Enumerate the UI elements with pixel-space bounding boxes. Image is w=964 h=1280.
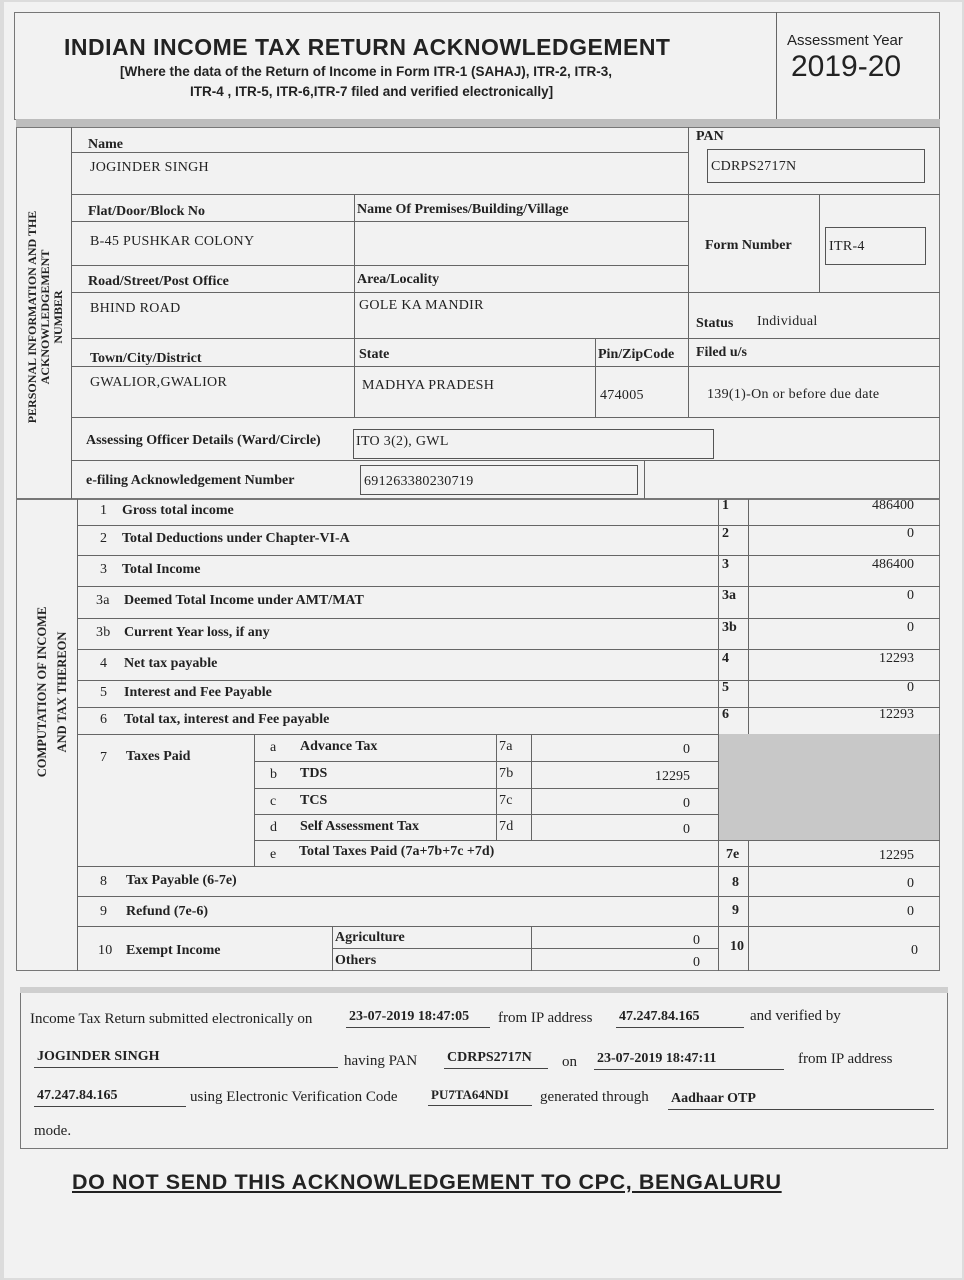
grid-line bbox=[71, 265, 688, 266]
filed-value: 139(1)-On or before due date bbox=[707, 387, 880, 402]
row-code: 1 bbox=[722, 498, 729, 513]
area-label: Area/Locality bbox=[357, 272, 440, 287]
row10-value: 0 bbox=[911, 943, 918, 958]
verified-on-value: 23-07-2019 18:47:11 bbox=[594, 1051, 784, 1070]
pan-value: CDRPS2717N bbox=[711, 159, 797, 174]
verifier-name: JOGINDER SINGH bbox=[34, 1049, 338, 1068]
row-number: 5 bbox=[100, 685, 108, 700]
taxes-paid-number: 7 bbox=[100, 750, 108, 765]
row8-label: Tax Payable (6-7e) bbox=[126, 873, 237, 888]
row-label: Deemed Total Income under AMT/MAT bbox=[124, 593, 364, 608]
row-code: 4 bbox=[722, 651, 729, 666]
verification-text-5: on bbox=[562, 1054, 577, 1070]
town-value: GWALIOR,GWALIOR bbox=[90, 375, 228, 390]
pin-label: Pin/ZipCode bbox=[598, 347, 675, 362]
row-number: 3b bbox=[96, 625, 111, 640]
row-code: 2 bbox=[722, 526, 729, 541]
grid-line bbox=[71, 417, 940, 418]
grid-line bbox=[77, 586, 940, 587]
row8-number: 8 bbox=[100, 874, 108, 889]
pin-value: 474005 bbox=[600, 388, 644, 403]
grid-line bbox=[254, 814, 718, 815]
grid-line bbox=[748, 840, 749, 971]
tax-item-value: 0 bbox=[683, 742, 690, 757]
row8-code: 8 bbox=[732, 875, 739, 890]
grid-line bbox=[644, 460, 645, 499]
tax-item-label: Advance Tax bbox=[300, 739, 378, 754]
total-taxes-value: 12295 bbox=[879, 848, 914, 863]
grid-line bbox=[77, 618, 940, 619]
row9-number: 9 bbox=[100, 904, 108, 919]
row10-number: 10 bbox=[98, 943, 113, 958]
tax-item-label: TCS bbox=[300, 793, 328, 808]
flat-label: Flat/Door/Block No bbox=[88, 204, 206, 219]
footer-notice: DO NOT SEND THIS ACKNOWLEDGEMENT TO CPC, BENGALURU bbox=[72, 1170, 782, 1194]
others-label: Others bbox=[335, 953, 377, 968]
grid-line bbox=[254, 761, 718, 762]
row-code: 6 bbox=[722, 707, 729, 722]
document-title: INDIAN INCOME TAX RETURN ACKNOWLEDGEMENT bbox=[64, 34, 671, 60]
total-taxes-code: 7e bbox=[726, 847, 740, 862]
grid-line bbox=[254, 734, 718, 735]
verifier-pan: CDRPS2717N bbox=[444, 1050, 548, 1069]
grid-line bbox=[77, 896, 940, 897]
row-label: Total Income bbox=[122, 562, 201, 577]
row-number: 2 bbox=[100, 531, 108, 546]
row-label: Gross total income bbox=[122, 503, 234, 518]
row-value: 0 bbox=[907, 680, 914, 695]
grid-line bbox=[254, 788, 718, 789]
verification-text-7: using Electronic Verification Code bbox=[190, 1089, 398, 1105]
tax-item-value: 12295 bbox=[655, 769, 690, 784]
assessment-year-value: 2019-20 bbox=[791, 50, 902, 83]
tax-item-letter: c bbox=[270, 794, 277, 809]
row-number: 6 bbox=[100, 712, 108, 727]
tax-item-letter: a bbox=[270, 740, 277, 755]
grid-line bbox=[254, 734, 255, 866]
row-value: 486400 bbox=[872, 557, 914, 572]
grid-line bbox=[77, 649, 940, 650]
personal-left-divider bbox=[71, 127, 72, 499]
filed-label: Filed u/s bbox=[696, 345, 747, 360]
taxes-paid-label: Taxes Paid bbox=[126, 749, 191, 764]
area-value: GOLE KA MANDIR bbox=[359, 298, 484, 313]
grid-line bbox=[77, 499, 78, 971]
pan-label: PAN bbox=[696, 129, 724, 144]
verification-text-9: mode. bbox=[34, 1123, 72, 1139]
tax-item-label: TDS bbox=[300, 766, 328, 781]
ack-value: 691263380230719 bbox=[364, 474, 474, 489]
verification-text-3: and verified by bbox=[750, 1008, 841, 1024]
row9-label: Refund (7e-6) bbox=[126, 904, 209, 919]
row-value: 12293 bbox=[879, 651, 914, 666]
verification-text-4: having PAN bbox=[344, 1053, 418, 1069]
form-number-value: ITR-4 bbox=[829, 239, 865, 254]
grid-line bbox=[748, 499, 749, 734]
row-label: Total Deductions under Chapter-VI-A bbox=[122, 531, 350, 546]
row-value: 12293 bbox=[879, 707, 914, 722]
tax-item-code: 7a bbox=[499, 739, 513, 754]
verification-top-shade bbox=[20, 987, 948, 993]
row-label: Total tax, interest and Fee payable bbox=[124, 712, 330, 727]
tax-item-value: 0 bbox=[683, 822, 690, 837]
row-code: 3 bbox=[722, 557, 729, 572]
grid-line bbox=[77, 926, 940, 927]
verification-method: Aadhaar OTP bbox=[668, 1091, 934, 1110]
others-value: 0 bbox=[693, 955, 700, 970]
grid-line bbox=[595, 338, 596, 417]
road-value: BHIND ROAD bbox=[90, 301, 181, 316]
state-label: State bbox=[359, 347, 390, 362]
agriculture-value: 0 bbox=[693, 933, 700, 948]
grid-line bbox=[254, 840, 940, 841]
verification-text-8: generated through bbox=[540, 1089, 649, 1105]
ip-address-2: 47.247.84.165 bbox=[34, 1088, 186, 1107]
row-label: Current Year loss, if any bbox=[124, 625, 270, 640]
row-code: 3a bbox=[722, 588, 736, 603]
tax-item-code: 7c bbox=[499, 793, 513, 808]
tax-item-value: 0 bbox=[683, 796, 690, 811]
document-subtitle-line1: [Where the data of the Return of Income in Form ITR-1 (SAHAJ), ITR-2, ITR-3, bbox=[120, 64, 613, 79]
header-divider bbox=[776, 12, 777, 120]
row-code: 3b bbox=[722, 620, 737, 635]
ip-address-1: 47.247.84.165 bbox=[616, 1009, 744, 1028]
agriculture-label: Agriculture bbox=[335, 930, 405, 945]
row-code: 5 bbox=[722, 680, 729, 695]
row-number: 1 bbox=[100, 503, 108, 518]
personal-section-label: PERSONAL INFORMATION AND THE ACKNOWLEDGEMENT NUMBER bbox=[25, 210, 65, 424]
premises-label: Name Of Premises/Building/Village bbox=[357, 202, 569, 217]
row-number: 3a bbox=[96, 593, 110, 608]
tax-item-code: 7d bbox=[499, 819, 514, 834]
verification-text-1: Income Tax Return submitted electronically on bbox=[30, 1011, 313, 1027]
row-value: 0 bbox=[907, 620, 914, 635]
state-value: MADHYA PRADESH bbox=[362, 378, 495, 393]
row9-value: 0 bbox=[907, 904, 914, 919]
ao-label: Assessing Officer Details (Ward/Circle) bbox=[86, 433, 321, 448]
computation-section-label: COMPUTATION OF INCOME AND TAX THEREON bbox=[35, 606, 69, 778]
grid-line bbox=[71, 338, 940, 339]
status-value: Individual bbox=[757, 314, 818, 329]
grid-line bbox=[496, 734, 497, 840]
road-label: Road/Street/Post Office bbox=[88, 274, 229, 289]
grid-line bbox=[71, 221, 688, 222]
row10-code: 10 bbox=[730, 939, 744, 954]
name-label: Name bbox=[88, 137, 123, 152]
grid-line bbox=[71, 292, 940, 293]
document-subtitle-line2: ITR-4 , ITR-5, ITR-6,ITR-7 filed and verified electronically] bbox=[190, 84, 554, 99]
evc-code: PU7TA64NDI bbox=[428, 1087, 532, 1106]
personal-top-shade bbox=[16, 119, 940, 127]
grid-line bbox=[819, 194, 820, 292]
grid-line bbox=[688, 127, 689, 417]
grid-line bbox=[77, 866, 940, 867]
row-number: 4 bbox=[100, 656, 108, 671]
row-number: 3 bbox=[100, 562, 108, 577]
verification-text-2: from IP address bbox=[498, 1010, 593, 1026]
row8-value: 0 bbox=[907, 876, 914, 891]
tax-item-letter: d bbox=[270, 820, 278, 835]
assessment-year-label: Assessment Year bbox=[787, 32, 903, 49]
name-value: JOGINDER SINGH bbox=[90, 160, 209, 175]
acknowledgement-page bbox=[4, 2, 962, 1278]
tax-item-code: 7b bbox=[499, 766, 514, 781]
total-taxes-letter: e bbox=[270, 847, 277, 862]
verification-text-6: from IP address bbox=[798, 1051, 893, 1067]
status-label: Status bbox=[696, 316, 734, 331]
grid-line bbox=[354, 194, 355, 417]
tax-item-letter: b bbox=[270, 767, 278, 782]
grid-line bbox=[77, 555, 940, 556]
row-label: Net tax payable bbox=[124, 656, 218, 671]
row-value: 0 bbox=[907, 526, 914, 541]
form-number-label: Form Number bbox=[705, 238, 792, 253]
row10-label: Exempt Income bbox=[126, 943, 221, 958]
town-label: Town/City/District bbox=[90, 351, 202, 366]
ack-label: e-filing Acknowledgement Number bbox=[86, 473, 295, 488]
taxes-paid-shade bbox=[719, 734, 939, 840]
row9-code: 9 bbox=[732, 903, 739, 918]
total-taxes-label: Total Taxes Paid (7a+7b+7c +7d) bbox=[299, 844, 495, 859]
flat-value: B-45 PUSHKAR COLONY bbox=[90, 234, 255, 249]
submitted-on-value: 23-07-2019 18:47:05 bbox=[346, 1009, 490, 1028]
grid-line bbox=[71, 460, 940, 461]
grid-line bbox=[71, 194, 940, 195]
grid-line bbox=[531, 734, 532, 840]
row-value: 486400 bbox=[872, 498, 914, 513]
grid-line bbox=[71, 152, 688, 153]
row-value: 0 bbox=[907, 588, 914, 603]
row-label: Interest and Fee Payable bbox=[124, 685, 272, 700]
ao-value: ITO 3(2), GWL bbox=[356, 434, 449, 449]
tax-item-label: Self Assessment Tax bbox=[300, 819, 420, 834]
